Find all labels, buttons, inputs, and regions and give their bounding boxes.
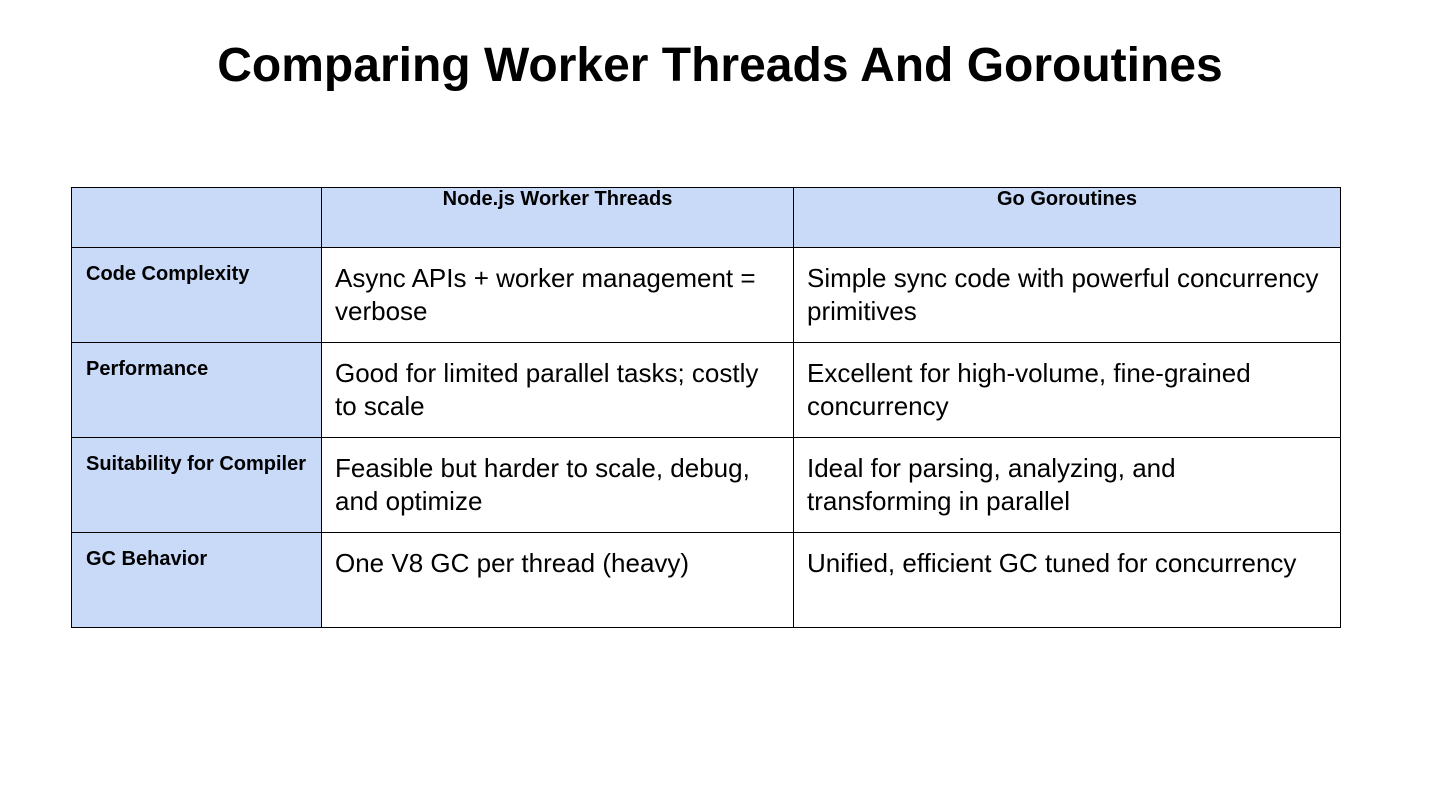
header-go-goroutines: Go Goroutines	[794, 188, 1341, 248]
table-header-row	[72, 188, 1341, 248]
table-row	[72, 343, 1341, 438]
row-label: Suitability for Compiler	[72, 438, 322, 533]
header-corner-cell	[72, 188, 322, 248]
table-row	[72, 533, 1341, 628]
header-node-worker-threads: Node.js Worker Threads	[322, 188, 794, 248]
comparison-table	[71, 187, 1341, 628]
node-cell: Async APIs + worker management = verbose	[322, 248, 794, 343]
slide-title: Comparing Worker Threads And Goroutines	[217, 39, 1223, 92]
table-row	[72, 438, 1341, 533]
node-cell: Feasible but harder to scale, debug, and optimize	[322, 438, 794, 533]
node-cell: Good for limited parallel tasks; costly to scale	[322, 343, 794, 438]
go-cell: Simple sync code with powerful concurrency primitives	[794, 248, 1341, 343]
go-cell: Unified, efficient GC tuned for concurrency	[794, 533, 1341, 628]
node-cell: One V8 GC per thread (heavy)	[322, 533, 794, 628]
go-cell: Excellent for high-volume, fine-grained concurrency	[794, 343, 1341, 438]
table-row	[72, 248, 1341, 343]
row-label: GC Behavior	[72, 533, 322, 628]
row-label: Performance	[72, 343, 322, 438]
row-label: Code Complexity	[72, 248, 322, 343]
go-cell: Ideal for parsing, analyzing, and transforming in parallel	[794, 438, 1341, 533]
